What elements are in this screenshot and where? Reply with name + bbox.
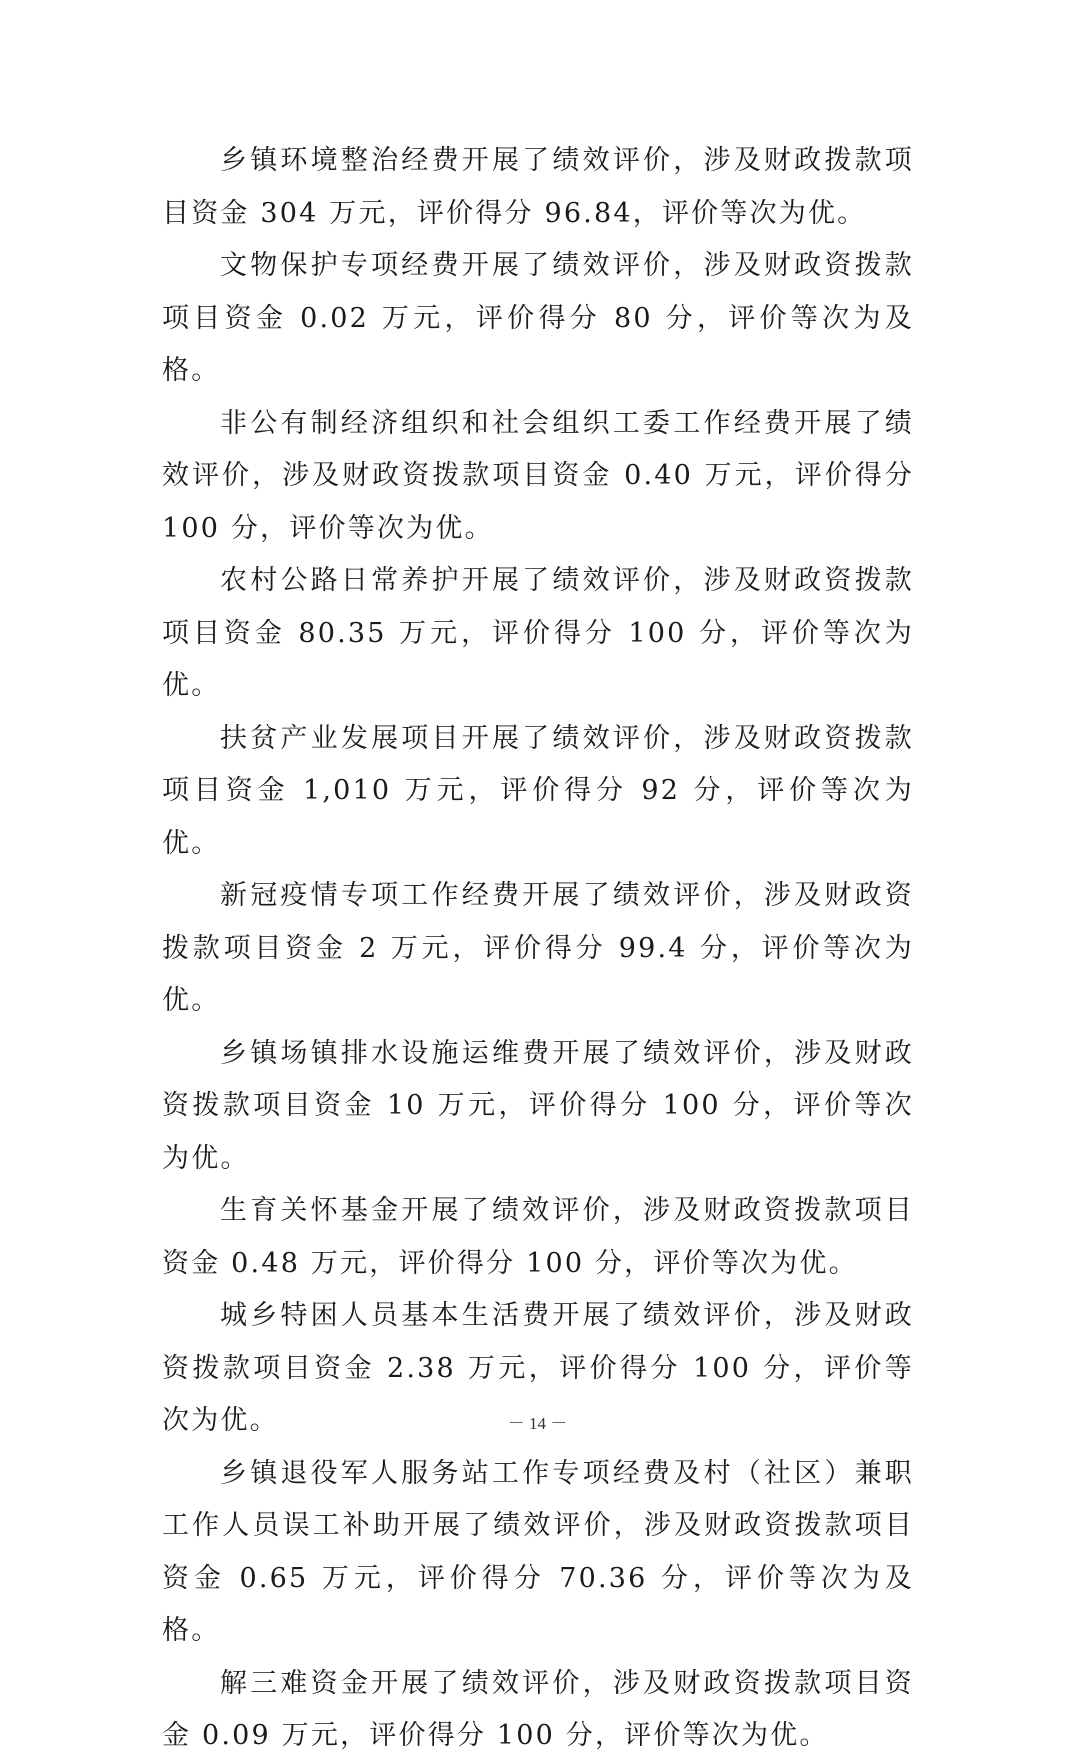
paragraph-three-difficulties: 解三难资金开展了绩效评价，涉及财政资拨款项目资金 0.09 万元，评价得分 100 分，评价等次为优。: [162, 1667, 914, 1751]
paragraph-drainage: 乡镇场镇排水设施运维费开展了绩效评价，涉及财政资拨款项目资金 10 万元，评价得分 100 分，评价等次为优。: [162, 1037, 914, 1174]
document-body: [162, 135, 914, 1763]
paragraph-veterans-station: 乡镇退役军人服务站工作专项经费及村（社区）兼职工作人员误工补助开展了绩效评价，涉及财政资拨款项目资金 0.65 万元，评价得分 70.36 分，评价等次为及格。: [162, 1457, 914, 1646]
paragraph-rural-road: 农村公路日常养护开展了绩效评价，涉及财政资拨款项目资金 80.35 万元，评价得分 100 分，评价等次为优。: [162, 565, 914, 701]
paragraph-poverty-industry: 扶贫产业发展项目开展了绩效评价，涉及财政资拨款项目资金 1,010 万元，评价得分 92 分，评价等次为优。: [162, 722, 914, 859]
page-number: － 14 －: [507, 1414, 568, 1433]
paragraph-covid-fund: 新冠疫情专项工作经费开展了绩效评价，涉及财政资拨款项目资金 2 万元，评价得分 99.4 分，评价等次为优。: [162, 880, 914, 1016]
paragraph-environment-fund: 乡镇环境整治经费开展了绩效评价，涉及财政拨款项目资金 304 万元，评价得分 96.84，评价等次为优。: [162, 145, 914, 229]
paragraph-non-public-org: 非公有制经济组织和社会组织工委工作经费开展了绩效评价，涉及财政资拨款项目资金 0.40 万元，评价得分 100 分，评价等次为优。: [162, 407, 914, 544]
paragraph-fertility-care: 生育关怀基金开展了绩效评价，涉及财政资拨款项目资金 0.48 万元，评价得分 100 分，评价等次为优。: [162, 1195, 914, 1279]
paragraph-relic-protection: 文物保护专项经费开展了绩效评价，涉及财政资拨款项目资金 0.02 万元，评价得分 80 分，评价等次为及格。: [162, 250, 914, 386]
paragraph-extreme-poverty: 城乡特困人员基本生活费开展了绩效评价，涉及财政资拨款项目资金 2.38 万元，评价得分 100 分，评价等次为优。: [162, 1300, 914, 1436]
